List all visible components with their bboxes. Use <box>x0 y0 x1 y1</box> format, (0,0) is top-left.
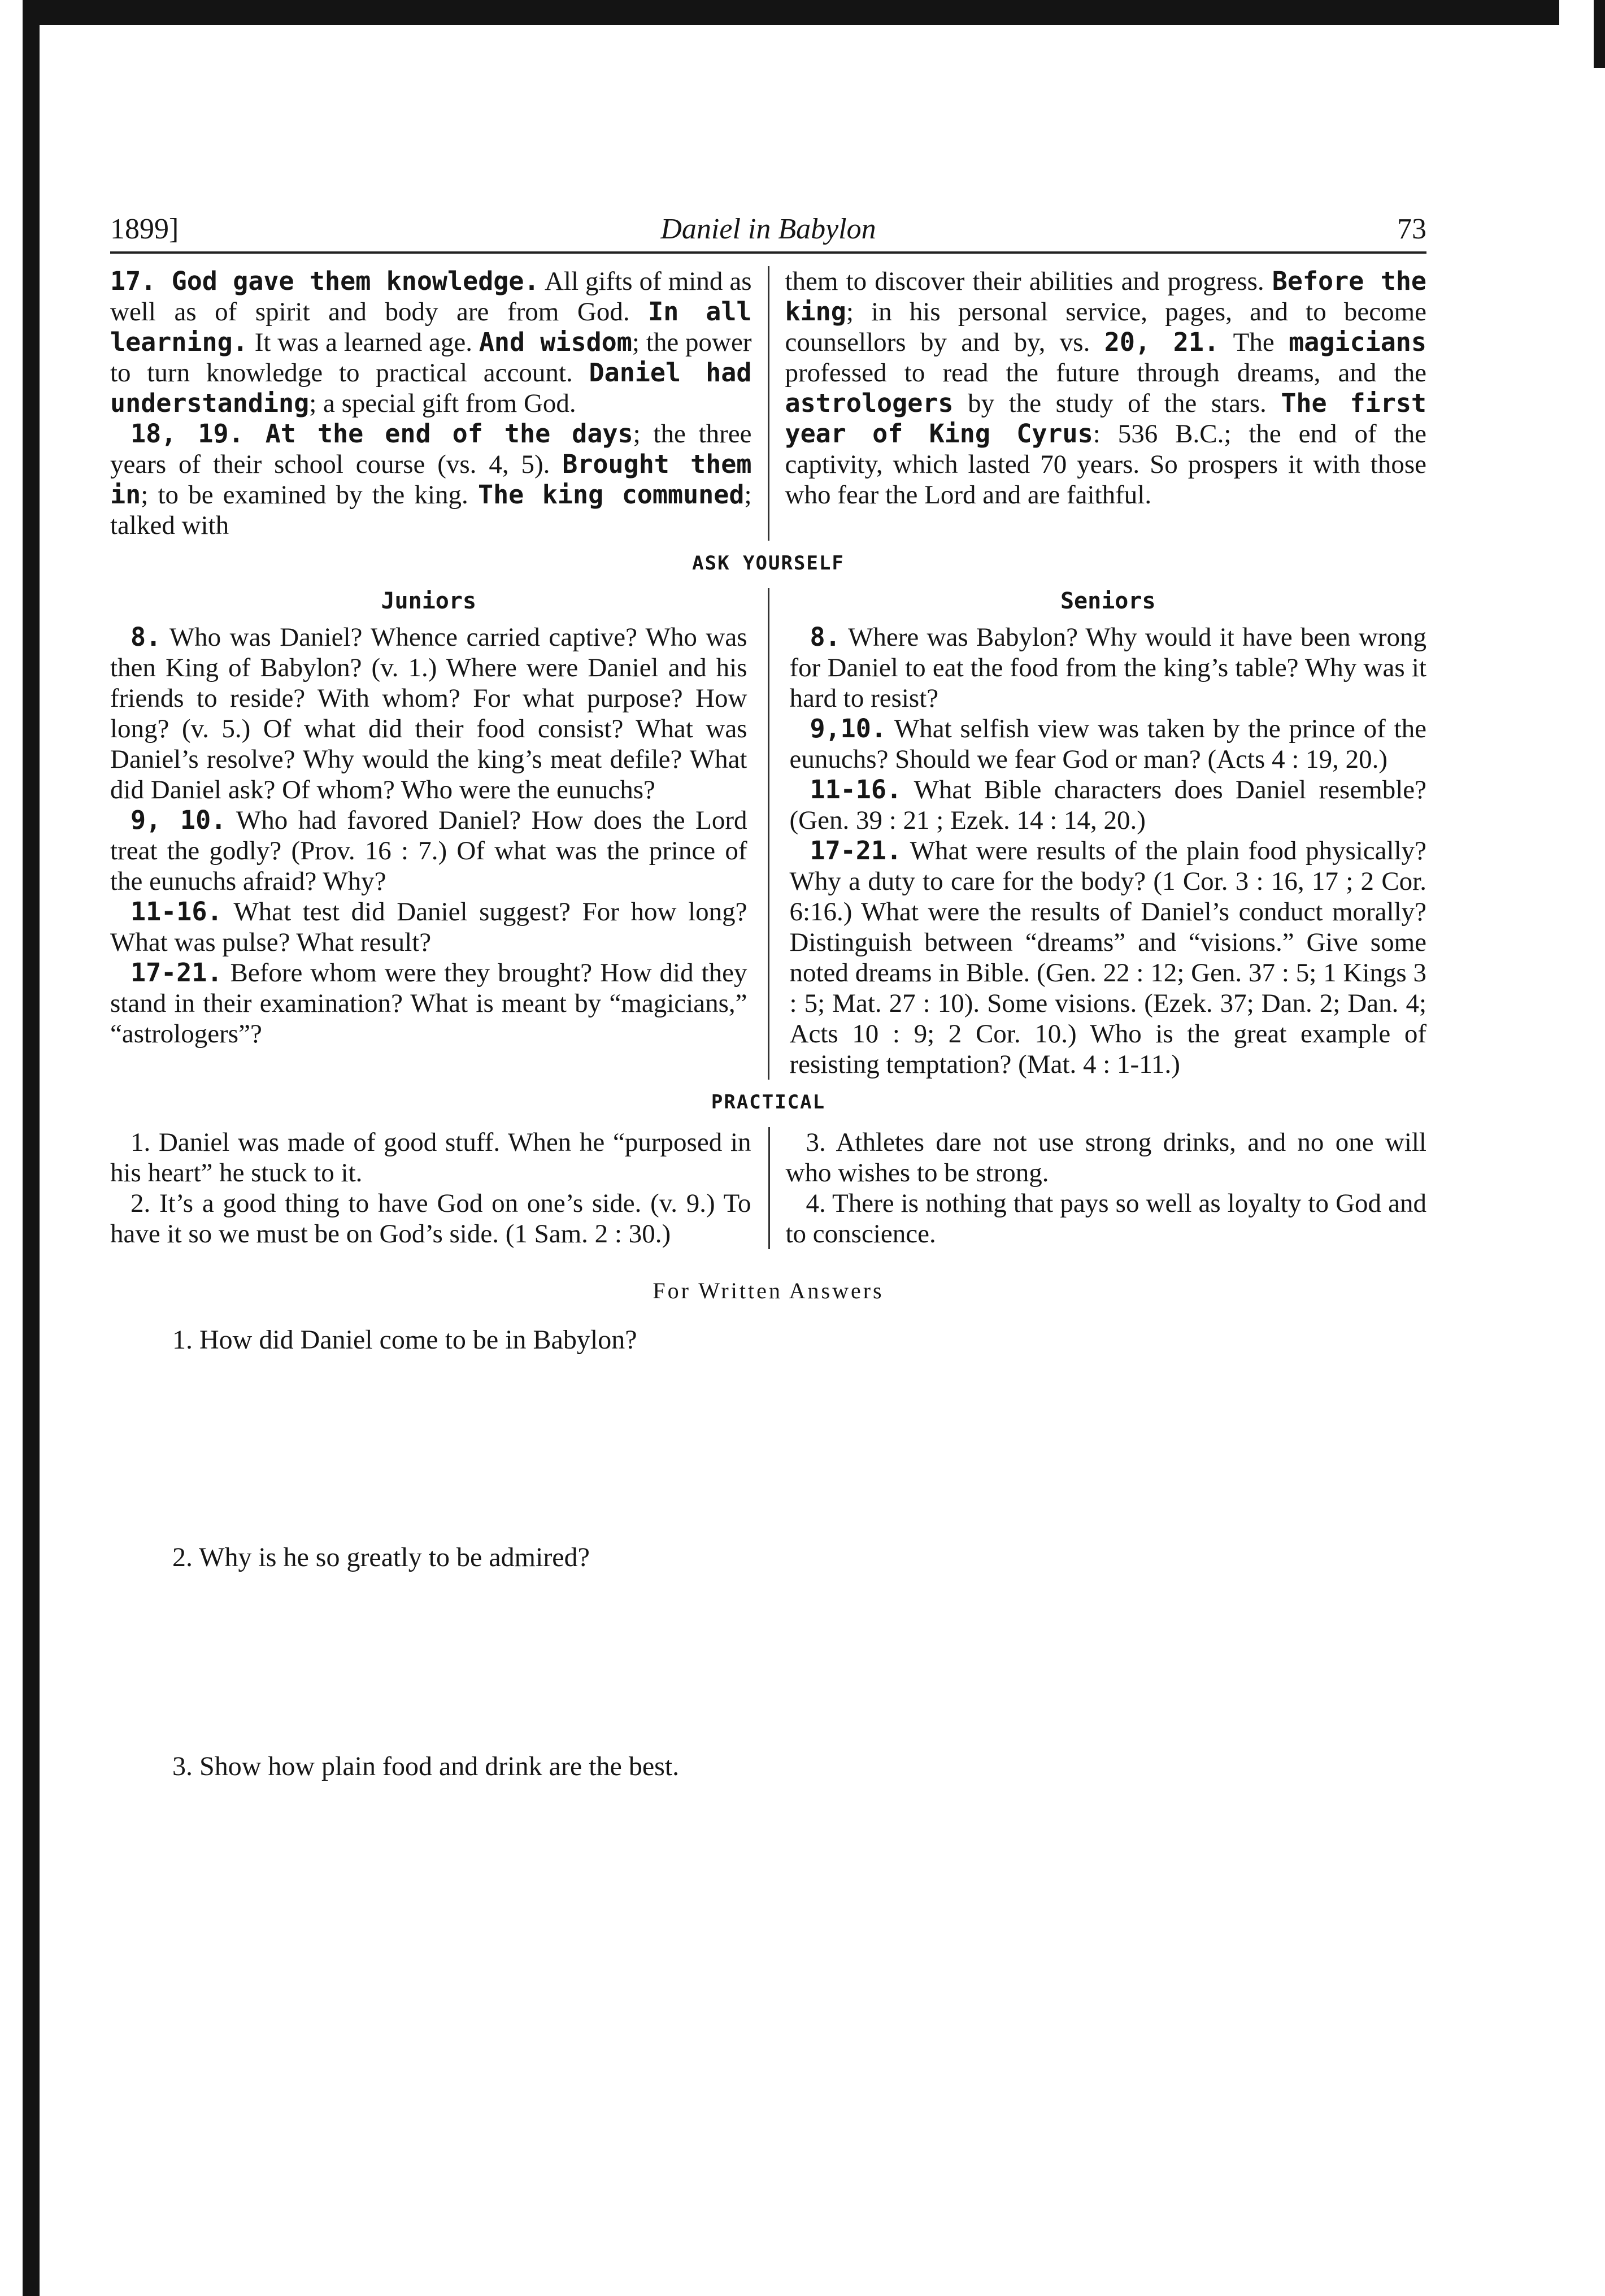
question-text: Who had favored Daniel? How does the Lord treat the godly? (Prov. 16 : 7.) Of what was the prince of the eunuchs afraid? Why? <box>110 806 747 896</box>
seniors-heading: Seniors <box>1060 588 1156 614</box>
note-text: It was a learned age. <box>247 328 472 357</box>
written-question: 1. How did Daniel come to be in Babylon? <box>172 1325 637 1355</box>
question-text: What Bible characters does Daniel resemble? (Gen. 39 : 21 ; Ezek. 14 : 14, 20.) <box>789 775 1426 835</box>
running-header <box>110 203 1426 254</box>
note-heading: Daniel had understanding <box>110 358 752 418</box>
note-heading: The first year of King Cyrus <box>785 388 1427 449</box>
practical-right-column <box>770 1127 1427 1249</box>
question-text: What selfish view was taken by the prince of the eunuchs? Should we fear God or man? (Acts 4 : 19, 20.) <box>789 714 1426 774</box>
note-text: ; in his personal service, pages, and to become counsellors by and by, vs. <box>785 297 1426 357</box>
juniors-heading: Juniors <box>381 588 477 614</box>
notes-left-text <box>110 419 752 541</box>
question-text: Where was Babylon? Why would it have been wrong for Daniel to eat the food from the king’s table? Why was it hard to resist? <box>789 623 1426 713</box>
practical-section <box>110 1127 1426 1249</box>
header-year: 1899] <box>110 213 179 245</box>
practical-left-column <box>110 1127 770 1249</box>
header-title: Daniel in Babylon <box>660 213 876 245</box>
note-heading: Before the king <box>785 266 1427 327</box>
notes-left-column <box>110 266 769 541</box>
juniors-question <box>110 622 747 805</box>
note-text: ; the three years of their school course (vs. 4, 5). <box>110 419 752 479</box>
practical-heading: PRACTICAL <box>711 1091 826 1114</box>
page-number: 73 <box>1397 213 1426 245</box>
question-number: 8. <box>810 622 841 652</box>
question-number: 9, 10. <box>131 805 227 835</box>
juniors-question <box>110 958 747 1049</box>
note-text: The <box>1219 328 1289 357</box>
written-answers-heading: For Written Answers <box>653 1278 884 1303</box>
page <box>110 203 1426 1782</box>
note-heading: Brought them in <box>110 449 752 510</box>
question-number: 8. <box>131 622 162 652</box>
question-text: Who was Daniel? Whence carried captive? Who was then King of Babylon? (v. 1.) Where were Daniel and his friends to reside? With whom? For what purpose? How long? (v. 5.) Of what did their food consist? What was Daniel’s resolve? Why would the king’s meat defile? What did Daniel ask? Of whom? Who were the eunuchs? <box>110 623 747 805</box>
notes-right-column <box>769 266 1427 541</box>
note-text: professed to read the future through dreams, and the <box>785 358 1426 388</box>
question-number: 17-21. <box>810 836 902 866</box>
question-text: What were results of the plain food physically? Why a duty to care for the body? (1 Cor. 3 : 16, 17 ; 2 Cor. 6:16.) What were the results of Daniel’s conduct morally? Distinguish between “dreams” and “visions.” Give some noted dreams in Bible. (Gen. 22 : 12; Gen. 37 : 5; 1 Kings 3 : 5; Mat. 27 : 10). Some visions. (Ezek. 37; Dan. 2; Dan. 4; Acts 10 : 9; 2 Cor. 10.) Who is the great example of resisting temptation? (Mat. 4 : 1-11.) <box>789 836 1426 1079</box>
note-heading: 17. God gave them knowledge. <box>110 266 540 296</box>
scan-border-top <box>34 0 1559 25</box>
juniors-question <box>110 805 747 897</box>
written-question: 3. Show how plain food and drink are the best. <box>172 1751 680 1781</box>
notes-right-text <box>785 266 1427 510</box>
question-text: Before whom were they brought? How did they stand in their examination? What is meant by “magicians,” “astrologers”? <box>110 958 747 1049</box>
note-text: ; to be examined by the king. <box>141 480 468 510</box>
ask-yourself-section <box>110 588 1426 1080</box>
ask-yourself-heading: ASK YOURSELF <box>692 552 845 575</box>
note-text: ; talked with <box>110 480 752 540</box>
juniors-question <box>110 897 747 958</box>
seniors-column <box>769 588 1427 1080</box>
question-text: What test did Daniel suggest? For how long? What was pulse? What result? <box>110 897 747 957</box>
note-heading: astrologers <box>785 388 954 418</box>
question-number: 9,10. <box>810 714 886 743</box>
seniors-question <box>790 622 1427 714</box>
note-text: ; the power to turn knowledge to practical account. <box>110 328 752 388</box>
scan-border-right <box>1594 0 1605 68</box>
note-heading: In all learning. <box>110 297 752 357</box>
note-text: All gifts of mind as well as of spirit and body are from God. <box>110 267 752 327</box>
question-number: 11-16. <box>131 897 223 927</box>
seniors-question <box>790 836 1427 1080</box>
practical-point: 2. It’s a good thing to have God on one’s side. (v. 9.) To have it so we must be on God’s side. (1 Sam. 2 : 30.) <box>110 1189 751 1249</box>
note-text: : 536 B.C.; the end of the captivity, which lasted 70 years. So prospers it with those who fear the Lord and are faithful. <box>785 419 1426 510</box>
written-question: 2. Why is he so greatly to be admired? <box>172 1542 590 1572</box>
lesson-notes <box>110 266 1426 541</box>
written-answers-section <box>110 1277 1426 1782</box>
practical-point: 1. Daniel was made of good stuff. When he “purposed in his heart” he stuck to it. <box>110 1128 751 1188</box>
question-number: 11-16. <box>810 775 902 805</box>
note-heading: 18, 19. At the end of the days <box>131 419 633 449</box>
juniors-column <box>110 588 769 1080</box>
note-heading: magicians <box>1289 327 1426 357</box>
note-heading: 20, 21. <box>1104 327 1220 357</box>
notes-left-text <box>110 266 752 419</box>
note-text: by the study of the stars. <box>953 389 1267 418</box>
question-number: 17-21. <box>131 958 223 988</box>
seniors-question <box>790 775 1427 836</box>
practical-point: 3. Athletes dare not use strong drinks, and no one will who wishes to be strong. <box>785 1128 1426 1188</box>
scan-border-left <box>23 0 40 2296</box>
seniors-question <box>790 714 1427 775</box>
practical-point: 4. There is nothing that pays so well as loyalty to God and to conscience. <box>785 1189 1426 1249</box>
note-text: ; a special gift from God. <box>309 389 576 418</box>
note-text: them to discover their abilities and progress. <box>785 267 1264 296</box>
note-heading: The king communed <box>477 480 745 510</box>
note-heading: And wisdom <box>479 327 632 357</box>
